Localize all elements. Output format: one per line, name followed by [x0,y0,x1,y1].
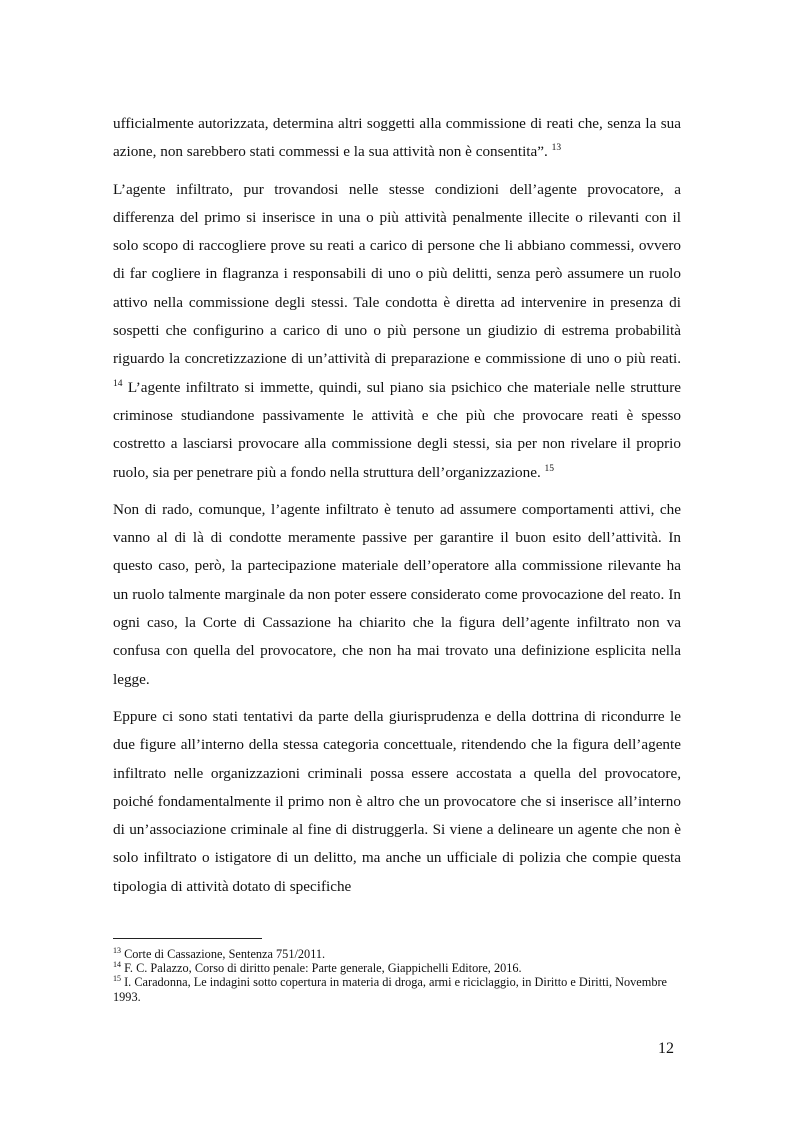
footnote-separator [113,938,262,939]
footnote-14: $^{14}$ F. C. Palazzo, Corso di diritto penale: Parte generale, Giappichelli Editore, 2016. [113,960,522,976]
page-number: 12 [658,1040,674,1057]
footnotes [113,938,681,1004]
paragraph-3: Non di rado, comunque, l’agente infiltrato è tenuto ad assumere comportamenti attivi, che vanno al di là di condotte meramente passive per garantire il buon esito dell’attività. In questo caso, però, la partecipazione materiale dell’operatore alla commissione rilevante ha un ruolo talmente marginale da non poter essere considerato come provocazione del reato. In ogni caso, la Corte di Cassazione ha chiarito che la figura dell’agente infiltrato non va confusa con quella del provocatore, che non ha mai trovato una definizione esplicita nella legge. [113,500,681,688]
footnote-15: $^{15}$ I. Caradonna, Le indagini sotto copertura in materia di droga, armi e riciclaggio, in Diritto e Diritti, Novembre 1993. [113,974,668,1004]
footnote-ref-15[interactable]: 15 [544,463,555,474]
paragraph-2: L’agente infiltrato, pur trovandosi nelle stesse condizioni dell’agente provocatore, a differenza del primo si inserisce in una o più attività penalmente illecite o rilevanti con il solo scopo di raccogliere prove su reati a carico di persone che li abbiano commessi, ovvero di far cogliere in flagranza i responsabili di uno o più delitti, senza però assumere un ruolo attivo nella commissione degli stessi. Tale condotta è diretta ad intervenire in presenza di sospetti che configurino a carico di uno o più persone un giudizio di estrema probabilità riguardo la concretizzazione di un’attività di preparazione e commissione di uno o più reati. $^{14}$ L’agente infiltrato si immette, quindi, sul piano sia psichico che materiale nelle strutture criminose studiandone passivamente le attività e che più che provocare reati è spesso costretto a lasciarsi provocare alla commissione degli stessi, sia per non rivelare il proprio ruolo, sia per penetrare più a fondo nella struttura dell’organizzazione. $^{15}$ [113,180,681,481]
footnote-13: $^{13}$ Corte di Cassazione, Sentenza 751/2011. [113,945,326,961]
paragraph-4: Eppure ci sono stati tentativi da parte della giurisprudenza e della dottrina di ricondurre le due figure all’interno della stessa categoria concettuale, ritendendo che la figura dell’agente infiltrato nelle organizzazioni criminali possa essere accostata a quella del provocatore, poiché fondamentalmente il primo non è altro che un provocatore che si inserisce all’interno di un’associazione criminale al fine di distruggerla. Si viene a delineare un agente che non è solo infiltrato o istigatore di un delitto, ma anche un ufficiale di polizia che compie questa tipologia di attività dotato di specifiche [113,707,681,895]
footnote-ref-14[interactable]: 14 [113,378,123,389]
paragraph-1: ufficialmente autorizzata, determina altri soggetti alla commissione di reati che, senza la sua azione, non sarebbero stati commessi e la sua attività non è consentita”. $^{13}$ [113,115,681,161]
body-text [113,110,681,901]
footnote-ref-13[interactable]: 13 [551,143,562,154]
